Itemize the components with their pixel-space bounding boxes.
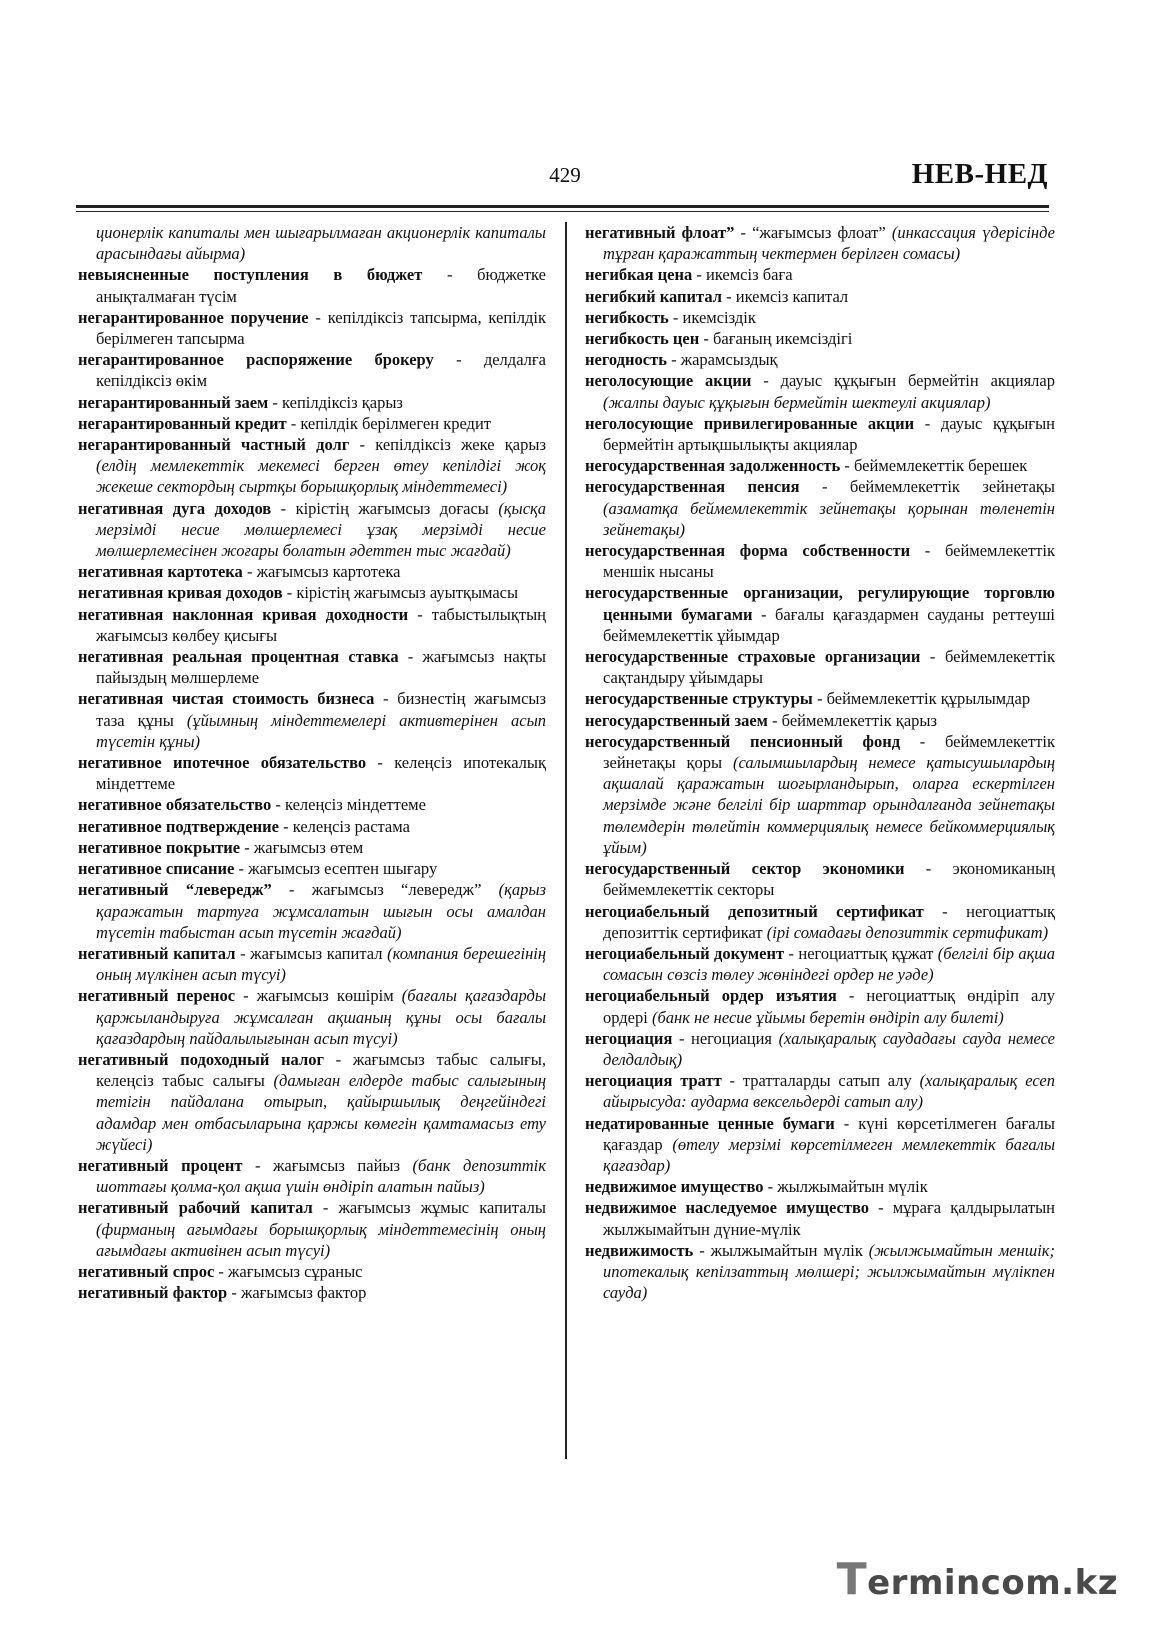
entry-translation: жағымсыз фактор — [240, 1283, 367, 1303]
entry-separator: - — [767, 710, 782, 730]
entry-note: (фирманың ағымдағы борышқорлық міндеттемесінің оның ағымдағы активінен асып түсуі) — [96, 1219, 546, 1260]
entry-translation: негоциаттық құжат — [798, 943, 934, 963]
entry-note: (қысқа мерзімді несие мөлшерлемесі ұзақ мерзімді несие мөлшерлемесінен жоғары болатын әдеттен тыс жағдай) — [96, 498, 546, 561]
entry-term: негативный перенос — [78, 986, 236, 1006]
entry-term: негибкая цена — [585, 265, 693, 285]
entry-translation: “жағымсыз флоат” — [752, 223, 886, 242]
entry-separator: - — [234, 859, 249, 879]
entry-separator: - — [869, 1198, 893, 1218]
entry-note: (банк не несие ұйымы беретін өндіріп алу билеті) — [651, 1007, 1004, 1027]
entry-translation: беймемлекеттік құрылымдар — [826, 689, 1031, 709]
entry-separator: - — [900, 731, 945, 751]
dictionary-entry — [78, 943, 546, 985]
entry-translation: кірістің жағымсыз доғасы — [295, 498, 489, 518]
entry-term: недвижимость — [585, 1240, 694, 1260]
entry-separator: - — [784, 943, 799, 963]
dictionary-entry — [78, 816, 546, 837]
dictionary-entry — [78, 1197, 546, 1261]
entry-note: (компания берешегінің оның мүлкінен асып түсуі) — [96, 943, 547, 985]
entry-translation: күні көрсетілмеген бағалы қағаздар — [603, 1113, 1055, 1154]
entry-term: негативная реальная процентная ставка — [78, 647, 399, 667]
entry-separator: - — [699, 329, 713, 349]
entry-term: негативное покрытие — [78, 837, 241, 857]
entry-separator: - — [752, 604, 775, 624]
dictionary-entry — [585, 985, 1055, 1027]
continuation-text: ционерлік капиталы мен шығарылмаған акционерлік капиталы арасындағы айырма) — [96, 223, 546, 264]
dictionary-entry — [585, 688, 1055, 709]
entry-term: негосударственная форма собственности — [585, 541, 911, 561]
entry-term: недвижимое имущество — [585, 1177, 764, 1197]
dictionary-entry — [78, 1261, 546, 1282]
dictionary-entry — [585, 264, 1055, 285]
entry-translation: кепілдіксіз тапсырма, кепілдік берілмеген тапсырма — [96, 307, 546, 349]
dictionary-entry — [585, 731, 1055, 858]
entry-separator: - — [271, 880, 312, 900]
entry-note: (қарыз қаражатын тартуға жұмсалатын шығын осы амалдан түсетін табыстан асып түсетін жағдай) — [96, 880, 546, 942]
entry-term: негарантированный заем — [78, 392, 269, 412]
entry-term: негарантированное распоряжение брокеру — [78, 350, 434, 370]
entry-separator: - — [422, 265, 478, 285]
entry-translation: бағалы қағаздармен сауданы реттеуші беймемлекеттік ұйымдар — [603, 604, 1055, 645]
entry-term: невыясненные поступления в бюджет — [78, 265, 423, 285]
dictionary-entry — [78, 1155, 546, 1197]
dictionary-entry — [585, 455, 1055, 476]
entry-term: негативный фактор — [78, 1283, 228, 1303]
entry-term: негативный спрос — [78, 1261, 215, 1281]
entry-translation: келеңсіз растама — [292, 816, 410, 836]
entry-translation: бағаның икемсіздігі — [713, 329, 853, 349]
dictionary-entry — [78, 307, 546, 349]
dictionary-entry — [78, 498, 546, 562]
dictionary-entry — [585, 901, 1055, 943]
entry-separator: - — [282, 583, 297, 603]
entry-term: негарантированный кредит — [78, 413, 287, 433]
column-divider — [565, 222, 567, 1459]
entry-translation: жылжымайтын мүлік — [710, 1240, 863, 1260]
entry-separator: - — [840, 456, 854, 476]
entry-note: (ұйымның міндеттемелері активтерінен асып түсетін құны) — [96, 710, 546, 751]
entry-translation: жағымсыз нақты пайыздың мөлшерлеме — [96, 647, 546, 688]
entry-note: (белгілі бір ақша сомасын сөзсіз төлеу жөніндегі ордер не уәде) — [603, 943, 1056, 985]
dictionary-entry — [78, 582, 546, 603]
entry-separator: - — [734, 223, 753, 242]
entry-separator: - — [271, 795, 285, 815]
dictionary-entry — [585, 1197, 1055, 1239]
entry-term: недатированные ценные бумаги — [585, 1113, 835, 1133]
entry-separator: - — [214, 1261, 229, 1281]
entry-term: негоциация тратт — [585, 1071, 722, 1091]
entry-term: негативное подтверждение — [78, 816, 279, 836]
entry-separator: - — [374, 689, 398, 709]
entry-translation: бизнестің жағымсыз таза құны — [96, 689, 547, 730]
entry-term: негативный “левередж” — [78, 880, 272, 900]
dictionary-entry — [78, 349, 546, 391]
entry-translation: жарамсыздық — [680, 350, 778, 370]
entry-translation: жылжымайтын мүлік — [777, 1177, 928, 1197]
dictionary-entry — [585, 540, 1055, 582]
dictionary-entry — [585, 582, 1055, 646]
dictionary-entry — [78, 264, 546, 306]
entry-separator: - — [366, 753, 395, 773]
entry-term: негоциабельный документ — [585, 943, 785, 963]
entry-term: неголосующие акции — [585, 371, 752, 391]
entry-translation: жағымсыз “левередж” — [311, 880, 482, 900]
entry-term: негативная дуга доходов — [78, 498, 272, 518]
dictionary-entry — [585, 710, 1055, 731]
entry-separator: - — [666, 350, 681, 370]
entry-term: негоциация — [585, 1028, 673, 1048]
entry-translation: жағымсыз табыс салығы, келеңсіз табыс салығы — [96, 1049, 546, 1091]
entry-note: (дамыған елдерде табыс салығының тетігін пайдалана отырып, қайыршылық деңгейіндегі адамдар мен отбасыларына қаржы көмегін қамтамасыз ету жүйесі) — [96, 1071, 547, 1154]
dictionary-entry — [585, 328, 1055, 349]
entry-separator: - — [904, 859, 953, 879]
entry-term: негарантированное поручение — [78, 307, 309, 327]
entry-translation: жағымсыз есептен шығару — [248, 859, 438, 879]
entry-translation: кепілдіксіз қарыз — [282, 392, 403, 412]
entry-translation: негоциация — [691, 1028, 772, 1048]
entry-separator: - — [692, 265, 706, 285]
entry-term: негативный процент — [78, 1155, 243, 1175]
entry-separator: - — [834, 1113, 859, 1133]
entry-term: негодность — [585, 350, 667, 370]
dictionary-entry — [78, 1282, 546, 1303]
entry-separator: - — [836, 986, 867, 1006]
dictionary-entry — [78, 688, 546, 752]
entry-separator: - — [433, 350, 484, 370]
dictionary-entry — [78, 985, 546, 1049]
entry-separator: - — [268, 392, 283, 412]
entry-translation: келеңсіз міндеттеме — [284, 795, 426, 815]
entry-term: негативный подоходный налог — [78, 1049, 324, 1069]
entry-term: негативное списание — [78, 859, 235, 879]
page-number: 429 — [549, 163, 581, 187]
entry-term: негарантированный частный долг — [78, 435, 350, 455]
dictionary-entry — [78, 604, 546, 646]
entry-separator: - — [799, 477, 850, 497]
entry-note: (азаматқа беймемлекеттік зейнетақы қорынан төленетін зейнетақы) — [603, 498, 1055, 539]
entry-separator: - — [279, 816, 293, 836]
entry-note: (бағалы қағаздарды қаржыландыруға жұмсалған ақшаның құны осы бағалы қағаздардың пайдалылығынан асып түсуі) — [96, 986, 547, 1048]
entry-term: негативное обязательство — [78, 795, 272, 815]
entry-translation: келеңсіз ипотекалық міндеттеме — [96, 753, 547, 794]
entry-separator: - — [323, 1049, 353, 1069]
entry-separator: - — [235, 986, 257, 1006]
entry-term: негибкость цен — [585, 329, 700, 349]
dictionary-entry — [585, 858, 1055, 900]
entry-term: негосударственные страховые организации — [585, 647, 921, 667]
dictionary-entry — [585, 943, 1055, 985]
entry-note: (жылжымайтын меншік; ипотекалық кепілзаттың мөлшері; жылжымайтын мүлікпен сауда) — [603, 1240, 1055, 1303]
dictionary-entry — [78, 879, 546, 943]
entry-translation: кепілдіксіз жеке қарыз — [375, 435, 546, 455]
dictionary-entry — [78, 434, 546, 498]
entry-separator: - — [923, 901, 967, 921]
entry-term: негибкость — [585, 307, 669, 327]
dictionary-entry — [585, 413, 1055, 455]
entry-term: негосударственный заем — [585, 710, 768, 730]
entry-translation: икемсіздік — [682, 307, 756, 327]
entry-translation: делдалға кепілдіксіз өкім — [96, 350, 546, 391]
entry-note: (жалпы дауыс құқығын бермейтін шектеулі акциялар) — [603, 392, 991, 412]
dictionary-entry — [78, 646, 546, 688]
dictionary-entry — [78, 794, 546, 815]
dictionary-entry — [585, 476, 1055, 540]
entry-translation: дауыс құқығын бермейтін акциялар — [780, 371, 1055, 391]
dictionary-entry — [585, 222, 1055, 264]
right-column — [585, 222, 1055, 1303]
entry-translation: жағымсыз пайыз — [272, 1155, 401, 1175]
entry-term: негосударственная задолженность — [585, 456, 841, 476]
entry-translation: беймемлекеттік зейнетақы — [849, 477, 1055, 497]
dictionary-entry — [585, 1028, 1055, 1070]
entry-separator: - — [398, 647, 423, 667]
entry-translation: кірістің жағымсыз ауытқымасы — [296, 583, 519, 603]
entry-translation: табыстылықтың жағымсыз көлбеу қисығы — [96, 604, 546, 645]
entry-separator: - — [920, 647, 945, 667]
dictionary-entry — [585, 1240, 1055, 1304]
entry-separator: - — [910, 541, 945, 561]
entry-term: негативная картотека — [78, 562, 243, 582]
entry-translation: икемсіз капитал — [735, 286, 849, 306]
entry-separator: - — [286, 413, 301, 433]
entry-term: негоциабельный депозитный сертификат — [585, 901, 924, 921]
dictionary-entry — [585, 349, 1055, 370]
entry-term: негативный рабочий капитал — [78, 1198, 313, 1218]
entry-translation: негоциаттық өндіріп алу ордері — [603, 986, 1055, 1027]
entry-translation: тратталарды сатып алу — [742, 1071, 912, 1091]
entry-separator: - — [812, 689, 827, 709]
dictionary-entry — [585, 1113, 1055, 1177]
entry-term: негосударственный пенсионный фонд — [585, 731, 901, 751]
entry-separator: - — [227, 1283, 241, 1303]
left-column — [78, 222, 546, 1303]
entry-term: негосударственная пенсия — [585, 477, 800, 497]
entry-term: недвижимое наследуемое имущество — [585, 1198, 870, 1218]
entry-separator: - — [312, 1198, 339, 1218]
entry-note: (өтелу мерзімі көрсетілмеген мемлекеттік бағалы қағаздар) — [603, 1134, 1056, 1175]
entry-translation: мұраға қалдырылатын жылжымайтын дүние-мүлік — [603, 1198, 1055, 1239]
header-rule-thick — [76, 205, 1049, 208]
entry-translation: жағымсыз жұмыс капиталы — [338, 1198, 547, 1218]
dictionary-entry — [585, 1070, 1055, 1112]
entry-translation: экономиканың беймемлекеттік секторы — [603, 859, 1055, 900]
header-range: НЕВ-НЕД — [911, 158, 1048, 190]
entry-translation: кепілдік берілмеген кредит — [300, 413, 491, 433]
entry-translation: жағымсыз өтем — [253, 837, 364, 857]
entry-note: (инкассация үдерісінде тұрған қаражаттың чектермен берілген сомасы) — [603, 223, 1055, 264]
entry-translation: беймемлекеттік сақтандыру ұйымдары — [603, 647, 1055, 688]
entry-translation: беймемлекеттік қарыз — [781, 710, 938, 730]
entry-translation: жағымсыз капитал — [250, 943, 383, 963]
dictionary-entry — [78, 392, 546, 413]
dictionary-entry — [585, 1176, 1055, 1197]
entry-separator: - — [242, 1155, 273, 1175]
entry-translation: жағымсыз көшірім — [256, 986, 394, 1006]
entry-note: (халықаралық саудадағы сауда немесе делдалдық) — [603, 1028, 1055, 1069]
entry-term: негосударственный сектор экономики — [585, 859, 905, 879]
entry-separator: - — [240, 837, 254, 857]
dictionary-entry — [585, 307, 1055, 328]
entry-separator: - — [349, 435, 376, 455]
entry-note: (халықаралық есеп айырысуда: аударма вексельдерді сатып алу) — [603, 1071, 1056, 1112]
dictionary-entry — [78, 752, 546, 794]
dictionary-entry — [585, 646, 1055, 688]
entry-term: негативная кривая доходов — [78, 583, 283, 603]
entry-separator: - — [668, 307, 683, 327]
entry-translation: икемсіз баға — [705, 265, 793, 285]
entry-translation: дауыс құқығын бермейтін артықшылықты акциялар — [603, 413, 1055, 455]
entry-note: (елдің мемлекеттік мекемесі берген өтеу кепілдігі жоқ жекеше сектордың сыртқы борышқорлық міндеттемесі) — [96, 456, 546, 497]
entry-term: негативный капитал — [78, 943, 236, 963]
entry-separator: - — [763, 1177, 778, 1197]
entry-term: негативная чистая стоимость бизнеса — [78, 689, 375, 709]
entry-term: негативная наклонная кривая доходности — [78, 604, 409, 624]
entry-translation: бюджетке анықталмаған түсім — [96, 265, 546, 306]
entry-term: негативное ипотечное обязательство — [78, 753, 367, 773]
entry-separator: - — [721, 1071, 743, 1091]
entry-separator: - — [308, 307, 328, 327]
entry-translation: жағымсыз картотека — [256, 562, 401, 582]
entry-separator: - — [408, 604, 432, 624]
dictionary-entry — [78, 1049, 546, 1155]
dictionary-entry — [78, 413, 546, 434]
entry-note: (салымшылардың немесе қатысушылардың ақшалай қаражатын шоғырландырып, оларға ескертілген мерзімде және белгілі бір шарттар орындалғанда зейнетақы төлемдерін төлейтін коммерциялық немесе бейкоммерциялық ұйым) — [603, 753, 1056, 857]
entry-term: негоциабельный ордер изъятия — [585, 986, 837, 1006]
dictionary-entry — [78, 858, 546, 879]
entry-separator: - — [693, 1240, 711, 1260]
entry-separator: - — [751, 371, 781, 391]
entry-separator: - — [722, 286, 736, 306]
entry-separator: - — [672, 1028, 691, 1048]
entry-term: негосударственные организации, регулирующие торговлю ценными бумагами — [585, 583, 1055, 624]
dictionary-entry — [585, 370, 1055, 412]
entry-separator: - — [271, 498, 296, 518]
entry-term: негибкий капитал — [585, 286, 722, 306]
dictionary-entry — [78, 561, 546, 582]
watermark-logo: Termincom.kz — [836, 1554, 1118, 1605]
entry-translation: беймемлекеттік берешек — [853, 456, 1028, 476]
entry-translation: беймемлекеттік зейнетақы қоры — [603, 731, 1055, 773]
entry-note: (банк депозиттік шоттағы қолма-қол ақша үшін өндіріп алатын пайыз) — [96, 1155, 546, 1197]
entry-separator: - — [914, 413, 941, 433]
entry-note: (ірі сомадағы депозиттік сертификат) — [766, 922, 1049, 942]
dictionary-entry — [585, 286, 1055, 307]
entry-term: неголосующие привилегированные акции — [585, 413, 915, 433]
header-rule-thin — [76, 211, 1049, 212]
dictionary-entry — [78, 837, 546, 858]
entry-translation: беймемлекеттік меншік нысаны — [603, 541, 1055, 582]
entry-translation: жағымсыз сұраныс — [228, 1261, 363, 1281]
entry-separator: - — [242, 562, 257, 582]
entry-separator: - — [235, 943, 251, 963]
entry-term: негосударственные структуры — [585, 689, 813, 709]
entry-term: негативный флоат” — [585, 223, 735, 242]
entry-translation: негоциаттық депозиттік сертификат — [603, 901, 1055, 942]
